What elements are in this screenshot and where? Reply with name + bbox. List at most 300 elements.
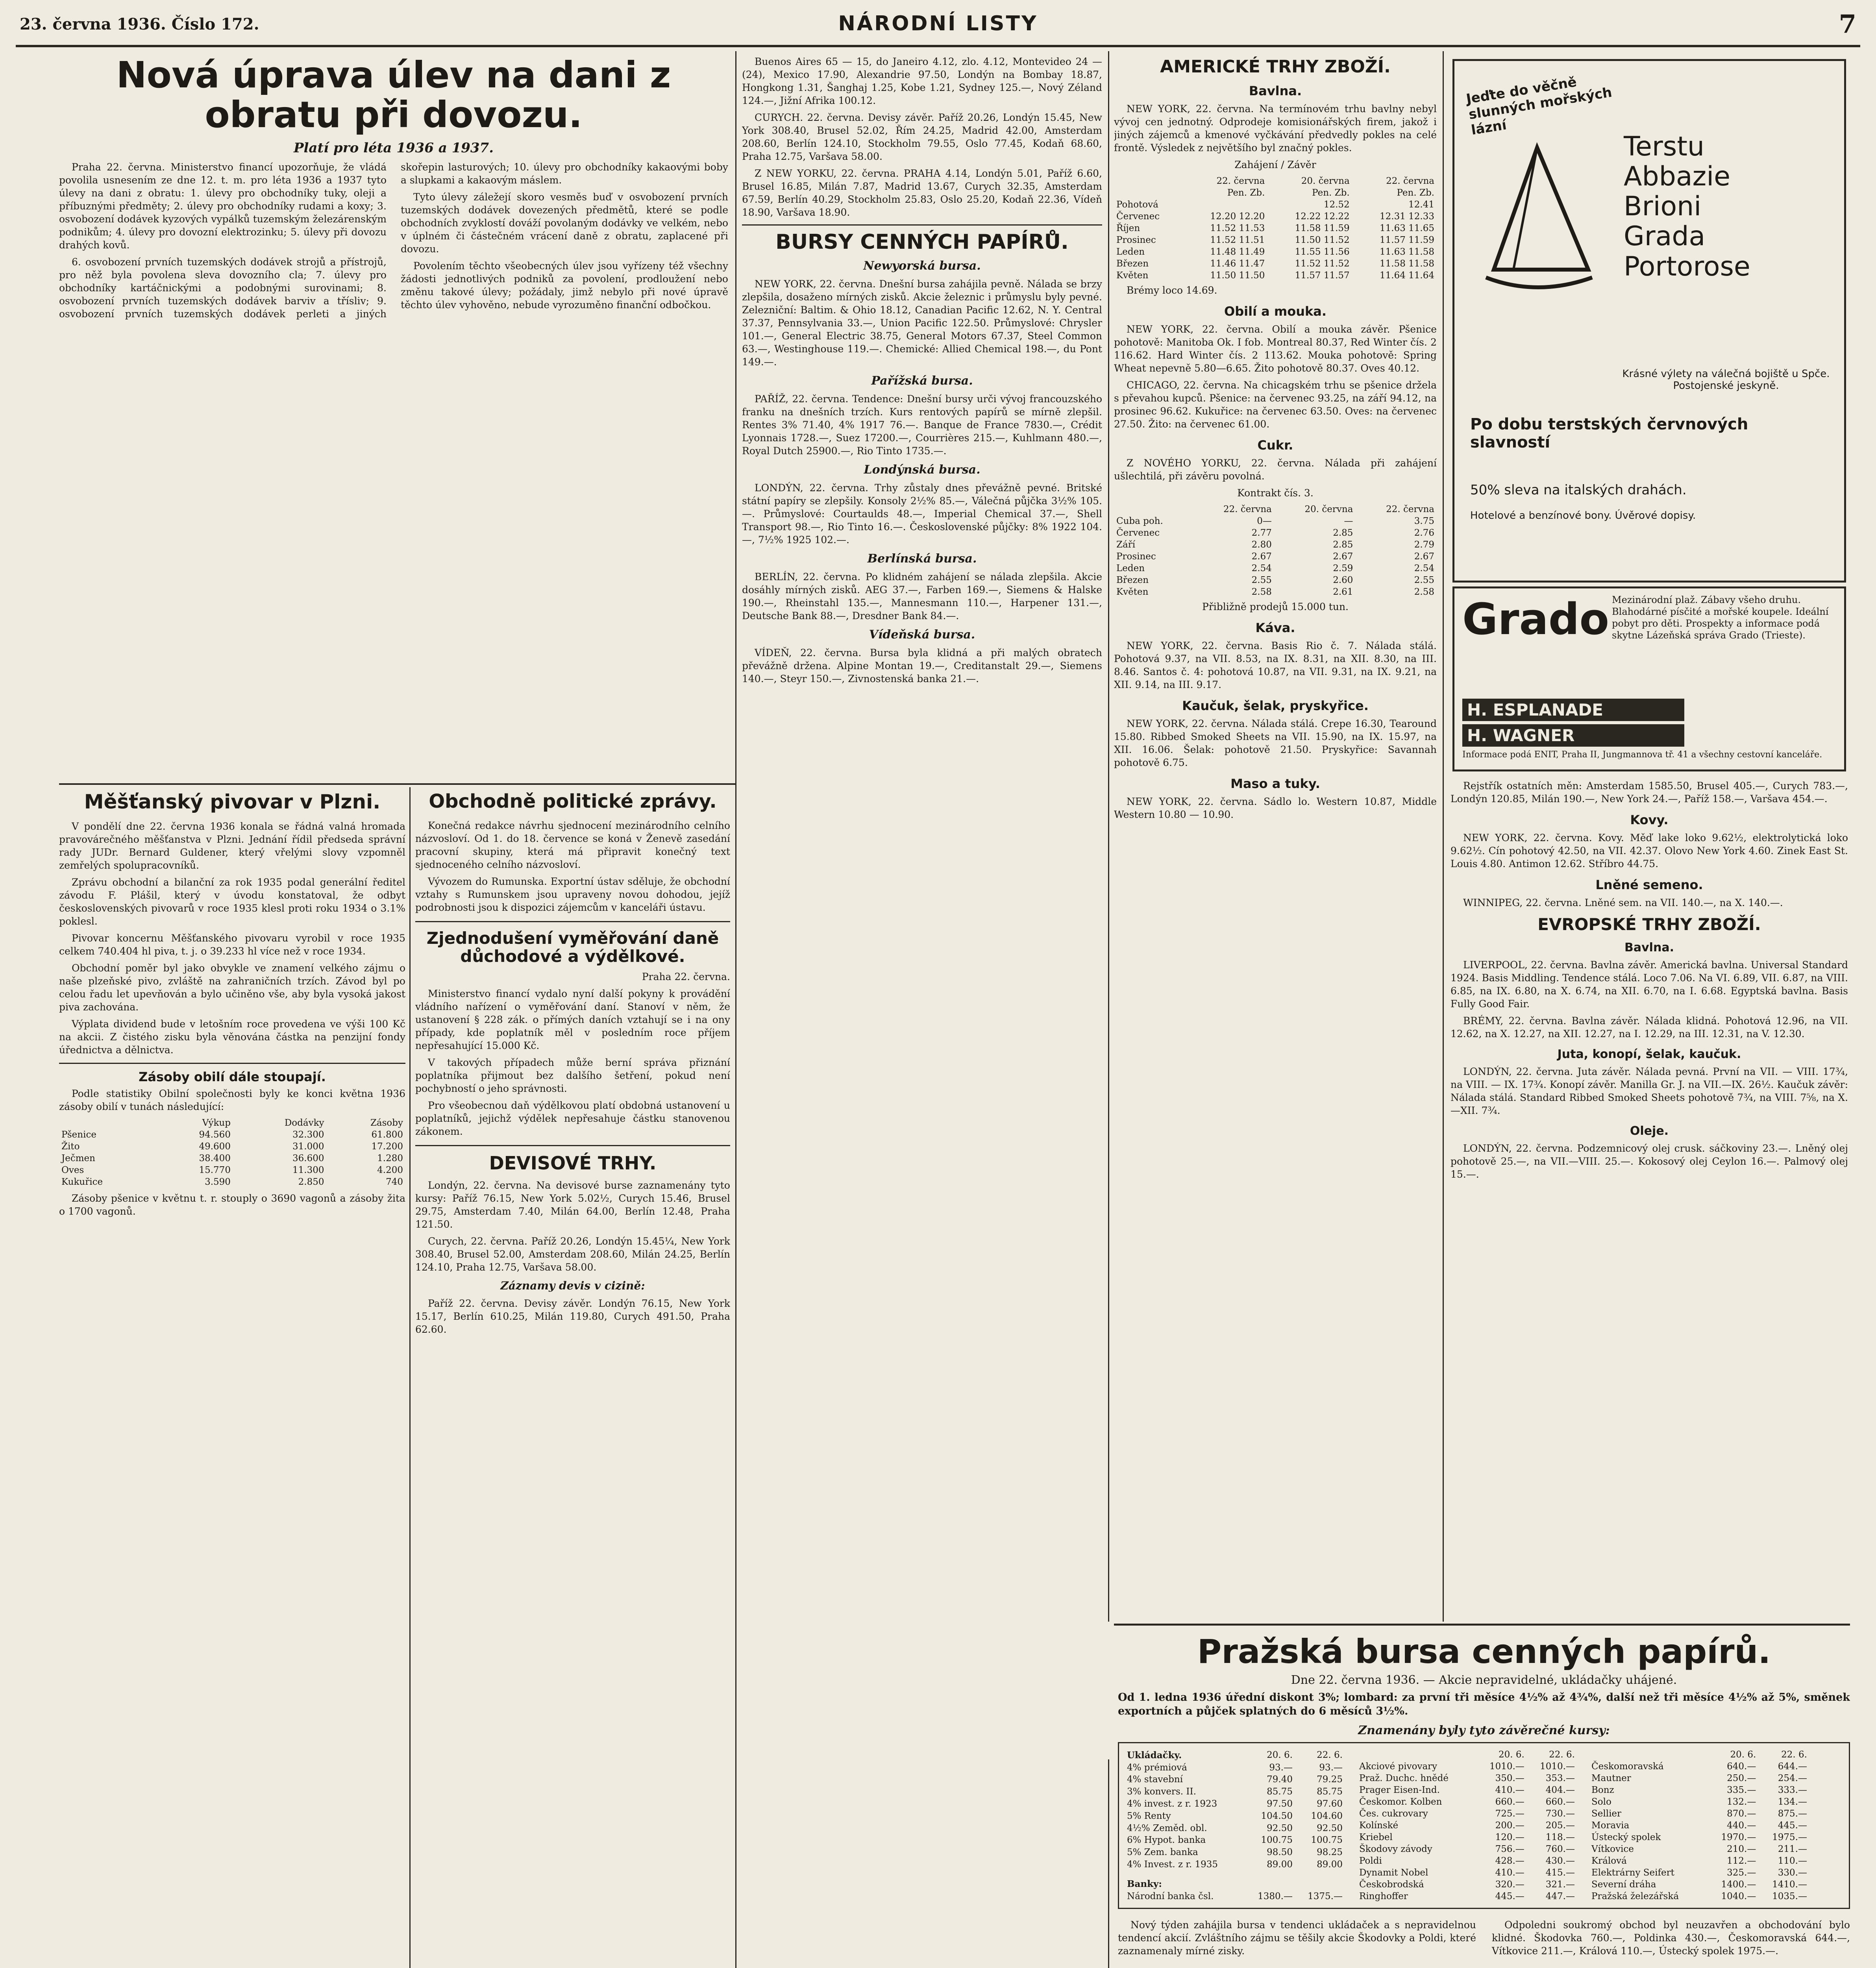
table-row [1114, 270, 1437, 281]
table-cell: 4½% Zeměd. obl. [1127, 1823, 1207, 1833]
table-cell: 330.— [1778, 1868, 1807, 1878]
table-cell: 79.25 [1317, 1774, 1343, 1785]
table-cell: Škodovy závody [1359, 1844, 1432, 1855]
table-cell: 11.52 11.51 [1210, 235, 1265, 246]
table-row [1589, 1808, 1809, 1820]
table-cell: 11.50 11.50 [1210, 270, 1265, 281]
table-cell: 4% stavební [1127, 1774, 1183, 1785]
table-row [1125, 1761, 1345, 1774]
europe-headline: EVROPSKÉ TRHY ZBOŽÍ. [1537, 915, 1761, 934]
grain-table [59, 1117, 405, 1188]
table-cell: 3.75 [1414, 516, 1434, 527]
table-cell: 38.400 [199, 1153, 231, 1164]
table-cell: Moravia [1591, 1820, 1630, 1831]
table-cell: Září [1116, 540, 1136, 550]
oils-head: Oleje. [1630, 1124, 1669, 1138]
table-cell: 134.— [1778, 1797, 1807, 1807]
tax-headline: Nová úprava úlev na dani z obratu při dovozu. [116, 55, 671, 136]
table-cell: Kukuřice [61, 1177, 103, 1187]
table-header [1114, 175, 1182, 187]
cotton-table [1114, 175, 1437, 281]
table-cell: 2.77 [1251, 528, 1272, 538]
table-cell: 320.— [1495, 1879, 1524, 1890]
table-row [1589, 1761, 1809, 1772]
table-cell: 415.— [1545, 1868, 1575, 1878]
grado-name: Grado [1462, 594, 1610, 644]
stocks-table [1357, 1749, 1577, 1902]
table-row [1125, 1858, 1345, 1870]
table-header: Ukládačky. [1127, 1750, 1182, 1761]
table-header: Banky: [1127, 1878, 1162, 1889]
grain-headline: Zásoby obilí dále stoupají. [139, 1069, 326, 1084]
sailboat-icon [1470, 140, 1604, 305]
table-row [1589, 1890, 1809, 1902]
prague-table-head: Znamenány byly tyto závěrečné kursy: [1358, 1724, 1610, 1738]
table-row [59, 1141, 405, 1152]
stocks-table [1589, 1749, 1809, 1902]
table-cell: 89.00 [1317, 1859, 1343, 1870]
table-cell: Mautner [1591, 1773, 1631, 1784]
table-cell: 31.000 [292, 1141, 324, 1152]
table-row [1357, 1890, 1577, 1902]
table-header: Dodávky [284, 1118, 324, 1128]
exchange-section-text: VÍDEŇ, 22. června. Bursa byla klidná a při malých obratech převážně držena. Alpine Montan 19.—, Creditanstalt 29.—, Siemens 140.—, Steyr 150.—, Zivnostenská banka 21.—. [742, 647, 1102, 685]
table-cell: 11.57 11.57 [1295, 270, 1350, 281]
meat-text: NEW YORK, 22. června. Sádlo lo. Western 10.87, Middle Western 10.80 — 10.90. [1114, 796, 1437, 821]
table-row [1114, 222, 1437, 234]
table-cell: Ústecký spolek [1591, 1832, 1661, 1843]
table-row [1114, 562, 1437, 574]
table-cell: 325.— [1727, 1868, 1756, 1878]
table-cell: 870.— [1727, 1809, 1756, 1819]
politics-headline: Obchodně politické zprávy. [429, 791, 717, 812]
table-cell: Českobrodská [1359, 1879, 1424, 1890]
table-cell: 11.63 11.58 [1380, 247, 1434, 257]
exchange-section-text: BERLÍN, 22. června. Po klidném zahájení se nálada zlepšila. Akcie dosáhly mírných zisků. AEG 37.—, Farben 169.—, Siemens & Halske 190.—, Rheinstahl 135.—, Mannesmann 110.—, Harpener 131.—, Deutsche Bank 88.—, Dresdner Bank 84.—. [742, 571, 1102, 622]
table-cell: 2.79 [1414, 540, 1434, 550]
table-cell: 93.— [1269, 1762, 1293, 1773]
currency-list: Paříž 22. června. Devisy závěr. Londýn 76.15, New York 15.17, Berlín 610.25, Milán 119.80, Curych 491.50, Praha 62.60. [415, 1297, 730, 1335]
table-cell: 250.— [1727, 1773, 1756, 1784]
table-cell: 205.— [1545, 1820, 1575, 1831]
table-cell: Solo [1591, 1797, 1611, 1807]
table-header-row [1357, 1749, 1577, 1761]
table-cell: 4% Invest. z r. 1935 [1127, 1859, 1218, 1870]
exchange-section-title: Vídeňská bursa. [869, 628, 975, 642]
table-cell: 132.— [1727, 1797, 1756, 1807]
table-cell: 440.— [1727, 1820, 1756, 1831]
table-cell: 660.— [1495, 1797, 1524, 1807]
table-cell: Poldi [1359, 1856, 1382, 1866]
table-cell: 12.22 12.22 [1295, 211, 1350, 222]
table-cell: 17.200 [371, 1141, 403, 1152]
table-row [1125, 1798, 1345, 1810]
grado-ad [1452, 586, 1846, 771]
table-cell: Praž. Duchc. hnědé [1359, 1773, 1449, 1784]
beer-paragraph: Výplata dividend bude v letošním roce provedena ve výši 100 Kč na akcii. Z čistého zisku byla věnována částka na penzijní fondy úřednictva a dělnictva. [59, 1018, 405, 1056]
contract-note: Zahájení / Závěr [1234, 159, 1316, 171]
table-cell: 1040.— [1721, 1891, 1756, 1902]
table-row [1125, 1810, 1345, 1822]
fees-paragraph: Pro všeobecnou daň výdělkovou platí obdobná ustanovení u poplatníků, jejichž výdělek nepřesahuje částku stanovenou zákonem. [415, 1100, 730, 1138]
table-cell: 0— [1257, 516, 1272, 527]
table-cell: Ječmen [61, 1153, 95, 1164]
sugar-text: Z NOVÉHO YORKU, 22. června. Nálada při zahájení ušlechtilá, při závěru povolná. [1114, 457, 1437, 482]
table-cell: 110.— [1778, 1856, 1807, 1866]
table-cell: 875.— [1778, 1809, 1807, 1819]
table-cell: 120.— [1495, 1832, 1524, 1843]
table-cell: Oves [61, 1165, 84, 1176]
table-cell: Květen [1116, 587, 1149, 597]
table-row [1357, 1820, 1577, 1831]
table-row [59, 1129, 405, 1141]
table-row [1114, 539, 1437, 551]
table-cell: 97.50 [1267, 1798, 1293, 1809]
table-header: 20. června [1301, 176, 1350, 187]
table-row [1114, 258, 1437, 270]
metals-head: Kovy. [1630, 812, 1669, 827]
bonds-table [1125, 1749, 1345, 1902]
prague-exchange [1118, 1630, 1850, 1968]
table-cell: 404.— [1545, 1785, 1575, 1796]
ad-discount: 50% sleva na italských drahách. [1470, 482, 1687, 498]
table-cell: Pražská železářská [1591, 1891, 1679, 1902]
exchange-section-title: Pařížská bursa. [871, 374, 973, 388]
table-cell: 321.— [1545, 1879, 1575, 1890]
table-cell: Elektrárny Seifert [1591, 1868, 1674, 1878]
table-cell: Dynamit Nobel [1359, 1868, 1428, 1878]
sugar-head: Cukr. [1257, 438, 1293, 453]
table-cell: Českomor. Kolben [1359, 1797, 1442, 1807]
table-cell: Kolínské [1359, 1820, 1399, 1831]
table-cell: 2.85 [1333, 540, 1353, 550]
table-cell: 98.50 [1267, 1847, 1293, 1858]
table-row [1357, 1761, 1577, 1772]
table-cell: 2.54 [1414, 563, 1434, 574]
table-cell: 11.64 11.64 [1380, 270, 1434, 281]
masthead-date: 23. června 1936. Číslo 172. [20, 15, 259, 33]
table-cell: 1975.— [1772, 1832, 1807, 1843]
table-row [1589, 1820, 1809, 1831]
table-cell: 11.58 11.58 [1380, 259, 1434, 269]
table-cell: 644.— [1778, 1761, 1807, 1772]
table-cell: 445.— [1495, 1891, 1524, 1902]
table-row [1357, 1831, 1577, 1843]
table-cell: 89.00 [1267, 1859, 1293, 1870]
masthead-rule [16, 45, 1860, 47]
resort-name: Grada [1624, 221, 1706, 252]
prague-dateline: Dne 22. června 1936. — Akcie nepravidelné, ukládačky uhájené. [1291, 1673, 1677, 1687]
section-rule [59, 783, 736, 785]
table-cell: 15.770 [199, 1165, 231, 1176]
coffee-text: NEW YORK, 22. června. Basis Rio č. 7. Nálada stálá. Pohotová 9.37, na VII. 8.53, na IX. 8.31, na XII. 8.30, na III. 8.46. Santos č. 4: pohotová 10.87, na VII. 9.31, na IX. 9.21, na XII. 9.14, na III. 9.17. [1114, 640, 1437, 691]
sugar-table [1114, 503, 1437, 598]
tax-article [59, 55, 728, 775]
politics-paragraph: Konečná redakce návrhu sjednocení mezinárodního celního názvosloví. Od 1. do 18. července se koná v Ženevě zasedání pracovní skupiny, která má připravit konečný text sjednoceného celního názvosloví. [415, 819, 730, 870]
table-row [1357, 1784, 1577, 1796]
table-cell: 2.60 [1333, 575, 1353, 586]
flour-head: Obilí a mouka. [1224, 304, 1327, 319]
table-cell: 3% konvers. II. [1127, 1787, 1196, 1797]
table-cell: 410.— [1495, 1785, 1524, 1796]
table-cell: 11.55 11.56 [1295, 247, 1350, 257]
table-cell: Prager Eisen-Ind. [1359, 1785, 1440, 1796]
table-cell: 445.— [1778, 1820, 1807, 1831]
exchange-section-title: Berlínská bursa. [867, 552, 977, 566]
table-cell: 11.300 [292, 1165, 324, 1176]
table-row [59, 1152, 405, 1164]
table-cell: 97.60 [1317, 1798, 1343, 1809]
table-header: Pen. Zb. [1397, 188, 1434, 198]
table-row [1114, 246, 1437, 258]
table-header: 22. června [1386, 176, 1434, 187]
table-cell: 118.— [1545, 1832, 1575, 1843]
table-header: 22. června [1223, 504, 1272, 515]
table-cell: Leden [1116, 247, 1145, 257]
resort-name: Abbazie [1624, 161, 1730, 192]
table-cell: 2.850 [298, 1177, 324, 1187]
table-header-row [1114, 175, 1437, 187]
table-cell: Českomoravská [1591, 1761, 1664, 1772]
table-cell [1182, 199, 1267, 211]
table-row [1114, 574, 1437, 586]
ad-tagline: Jeďte do věčně slunných mořských lázní [1465, 74, 1613, 139]
table-cell: 11.58 11.59 [1295, 223, 1350, 234]
table-cell: 32.300 [292, 1130, 324, 1140]
table-row [1125, 1822, 1345, 1834]
table-cell: 12.20 12.20 [1210, 211, 1265, 222]
table-cell: 2.76 [1414, 528, 1434, 538]
tax-paragraph: Tyto úlevy záležejí skoro vesměs buď v osvobození prvních tuzemských dodávek dovezených předmětů, které se podle obchodních zvyklostí dováží povolaným dodávky ve velkém, nebo v úplném či částečném vrácení daně z obratu, zaplacené při dovozu. [401, 191, 728, 255]
table-cell: 6% Hypot. banka [1127, 1835, 1206, 1846]
table-header: 20. 6. [1730, 1750, 1756, 1760]
table-cell: 1010.— [1540, 1761, 1575, 1772]
masthead-title: NÁRODNÍ LISTY [838, 12, 1038, 35]
table-row [1589, 1879, 1809, 1890]
table-cell: 4% prémiová [1127, 1762, 1187, 1773]
table-cell: 725.— [1495, 1809, 1524, 1819]
table-cell: Vítkovice [1591, 1844, 1634, 1855]
table-row [1357, 1772, 1577, 1784]
table-cell: Sellier [1591, 1809, 1622, 1819]
table-cell: Akciové pivovary [1359, 1761, 1438, 1772]
commodities-headline: AMERICKÉ TRHY ZBOŽÍ. [1160, 57, 1391, 77]
resort-ad [1452, 59, 1846, 583]
table-header-row [1589, 1749, 1809, 1761]
currency-list-head: Záznamy devis v cizině: [500, 1279, 645, 1292]
table-row [1589, 1843, 1809, 1855]
table-header: Pen. Zb. [1312, 188, 1350, 198]
cotton-head: Bavlna. [1249, 83, 1302, 99]
table-header [59, 1117, 156, 1129]
table-header: 20. června [1304, 504, 1353, 515]
table-cell: 2.67 [1251, 551, 1272, 562]
table-cell: 2.54 [1251, 563, 1272, 574]
table-row [1589, 1772, 1809, 1784]
table-cell: Březen [1116, 259, 1149, 269]
flour-text: NEW YORK, 22. června. Obilí a mouka závěr. Pšenice pohotově: Manitoba Ok. I fob. Montreal 80.37, Red Winter čís. 2 116.62. Hard Winter čís. 2 113.62. Mouka pohotově: Spring Wheat nepevně 5.80—6.65. Žito pohotově 80.37. Oves 40.12. [1114, 324, 1437, 374]
fees-paragraph: Ministerstvo financí vydalo nyní další pokyny k provádění vládního nařízení o vyměřování daní. Stanoví v něm, že ustanovení § 228 zák. o přímých daních vztahují se i na ony případy, kde poplatník měl v posledním roce příjem nepřesahující 15.000 Kč. [415, 988, 730, 1052]
table-header: 22. června [1386, 504, 1434, 515]
resort-note: Krásné výlety na válečná bojiště u Spče. Postojenské jeskyně. [1622, 368, 1830, 392]
tax-paragraph: 6. osvobození prvních tuzemských dodávek strojů a přístrojů, pro něž byla povolena sleva dovozního cla; 7. úlevy pro obchodníky kartáčnickými a podobnými surovinami; 8. osvobození prvních tuzemských dodávek barviv a třísliv; 9. osvobození prvních tuzemských dodávek perleti a jiných skořepin lasturových; 10. úlevy pro obchodníky kakaovými boby a slupkami a kakaovým máslem. [59, 161, 728, 320]
grain-outro: Zásoby pšenice v květnu t. r. stouply o 3690 vagonů a zásoby žita o 1700 vagonů. [59, 1193, 405, 1217]
table-cell: 11.52 11.53 [1210, 223, 1265, 234]
table-row [1357, 1867, 1577, 1879]
column-divider [409, 787, 411, 1968]
table-cell: 730.— [1545, 1809, 1575, 1819]
table-cell: Pšenice [61, 1130, 96, 1140]
table-header: 20. 6. [1267, 1750, 1293, 1761]
market-top-paragraph: Z NEW YORKU, 22. června. PRAHA 4.14, Londýn 5.01, Paříž 6.60, Brusel 16.85, Milán 7.87, Madrid 13.67, Curych 32.35, Amsterdam 67.59, Berlín 40.29, Stockholm 25.83, Oslo 25.20, Kodaň 22.36, Vídeň 18.90, Varšava 18.90. [742, 168, 1102, 218]
sugar-contract: Kontrakt čís. 3. [1237, 487, 1314, 499]
table-row [1589, 1796, 1809, 1808]
table-header-row [1114, 187, 1437, 199]
table-cell: 210.— [1727, 1844, 1756, 1855]
table-row [59, 1176, 405, 1188]
table-cell: 100.75 [1261, 1835, 1293, 1846]
table-cell: 94.560 [199, 1130, 231, 1140]
page-number: 7 [1839, 9, 1856, 39]
flour-text: CHICAGO, 22. června. Na chicagském trhu se pšenice držela s převahou kupců. Pšenice: na červenec 93.25, na září 94.12, na prosinec 96.62. Kukuřice: na červenec 63.50. Oves: na červenec 27.50. Žito: na červenec 61.00. [1114, 379, 1437, 430]
cotton-footer: Brémy loco 14.69. [1127, 285, 1217, 296]
table-cell: 1010.— [1489, 1761, 1524, 1772]
table-cell: Prosinec [1116, 235, 1156, 246]
currency-paragraph: Londýn, 22. června. Na devisové burse zaznamenány tyto kursy: Paříž 76.15, New York 5.02½, Curych 15.46, Brusel 29.75, Amsterdam 7.40, Milán 64.00, Berlín 12.48, Praha 121.50. [415, 1179, 730, 1230]
section-rule [1114, 1624, 1850, 1626]
table-header: 22. června [1216, 176, 1265, 187]
table-cell: Severní dráha [1591, 1879, 1656, 1890]
hotel-name: H. ESPLANADE [1462, 699, 1684, 721]
table-row [1114, 515, 1437, 527]
exchanges-column [742, 55, 1102, 1622]
table-cell: 428.— [1495, 1856, 1524, 1866]
table-header: Výkup [202, 1118, 231, 1128]
tax-paragraph: Povolením těchto všeobecných úlev jsou vyřízeny též všechny žádosti jednotlivých podniků za povolení, prodloužení nebo změnu takové úlevy; požádaly, jimž nebylo při nové úpravě těchto úlev vyhověno, nebude vyrozuměno finanční odbočkou. [401, 260, 728, 311]
table-header: 22. 6. [1317, 1750, 1343, 1761]
table-header: Zásoby [370, 1118, 403, 1128]
table-cell: 92.50 [1317, 1823, 1343, 1833]
table-cell: 254.— [1778, 1773, 1807, 1784]
rates-text: Rejstřík ostatních měn: Amsterdam 1585.50, Brusel 405.—, Curych 783.—, Londýn 120.85, Milán 190.—, New York 24.—, Paříž 158.—, Varšava 454.—. [1450, 780, 1848, 805]
table-cell: 335.— [1727, 1785, 1756, 1796]
table-cell: Březen [1116, 575, 1149, 586]
beer-paragraph: Obchodní poměr byl jako obvykle ve znamení velkého zájmu o naše plzeňské pivo, zvláště na zahraničních trzích. Závod byl po celou řadu let upevňován a bylo učiněno vše, aby byla vysoká jakost piva zachována. [59, 962, 405, 1013]
table-cell: 11.50 11.52 [1295, 235, 1350, 246]
table-row [1589, 1784, 1809, 1796]
table-cell: Bonz [1591, 1785, 1614, 1796]
table-cell: 100.75 [1311, 1835, 1343, 1846]
oils-text: LONDÝN, 22. června. Podzemnicový olej crusk. sáčkoviny 23.—. Lněný olej pohotově 25.—, na VII.—VIII. 25.—. Kokosový olej Ceylon 16.—. Palmový olej 15.—. [1450, 1143, 1848, 1180]
table-cell: 1400.— [1721, 1879, 1756, 1890]
table-header: Pen. Zb. [1227, 188, 1265, 198]
table-cell: 11.48 11.49 [1210, 247, 1265, 257]
beer-paragraph: V pondělí dne 22. června 1936 konala se řádná valná hromada pravovárečného měšťanstva v Plzni. Jednání řídil předseda správní rady JUDr. Bernard Guldener, který vřelými slovy vzpomněl zemřelých spolupracovníků. [59, 821, 405, 871]
table-cell: 447.— [1545, 1891, 1575, 1902]
grado-text: Mezinárodní plaž. Zábavy všeho druhu. Blahodárné písčité a mořské koupele. Ideální pobyt pro děti. Prospekty a informace podá skytne Lázeňská správa Grado (Trieste). [1612, 594, 1829, 641]
table-row [1125, 1774, 1345, 1786]
table-cell: Říjen [1116, 223, 1140, 234]
table-header-row [1125, 1749, 1345, 1761]
table-cell: 49.600 [199, 1141, 231, 1152]
table-row [1357, 1879, 1577, 1890]
table-cell: 2.59 [1333, 563, 1353, 574]
jute-head: Juta, konopí, šelak, kaučuk. [1557, 1047, 1741, 1062]
beer-headline: Měšťanský pivovar v Plzni. [84, 791, 381, 813]
table-cell: 36.600 [292, 1153, 324, 1164]
market-top-paragraph: CURYCH. 22. června. Devisy závěr. Paříž 20.26, Londýn 15.45, New York 308.40, Brusel 52.02, Řím 24.25, Madrid 42.00, Amsterdam 208.60, Berlín 124.10, Stockholm 79.55, Oslo 77.45, Kodaň 68.60, Praha 12.75, Varšava 58.00. [742, 112, 1102, 162]
politics-article [415, 791, 730, 1968]
table-cell: 2.80 [1251, 540, 1272, 550]
tax-paragraph: Praha 22. června. Ministerstvo financí upozorňuje, že vládá povolila usnesením ze dne 12. t. m. pro léta 1936 a 1937 tyto úlevy na dani z obratu: 1. úlevy pro obchodníky tuky, oleji a příbuznými předměty; 2. úlevy pro obchodníky rudami a koxy; 3. osvobození dodávek kyzových vypálků tuzemským železárenským podnikům; 4. úlevy pro dovozní elektrozinku; 5. úlevy při dovozu drahých kovů. [59, 161, 387, 251]
currency-paragraph: Curych, 22. června. Paříž 20.26, Londýn 15.45¼, New York 308.40, Brusel 52.00, Amsterdam 208.60, Milán 24.25, Berlín 124.10, Praha 12.75, Varšava 58.00. [415, 1235, 730, 1273]
fees-headline: Zjednodušení vyměřování daně důchodové a výdělkové. [426, 928, 719, 966]
table-cell: Králová [1591, 1856, 1627, 1866]
hotel-name: H. WAGNER [1462, 724, 1684, 747]
table-row [1357, 1855, 1577, 1867]
table-cell: 333.— [1778, 1785, 1807, 1796]
coffee-head: Káva. [1255, 620, 1295, 636]
table-cell: 1970.— [1721, 1832, 1756, 1843]
table-header: 20. 6. [1498, 1750, 1524, 1760]
table-cell: 104.60 [1311, 1811, 1343, 1821]
table-cell: 1380.— [1258, 1891, 1293, 1901]
prague-headline: Pražská bursa cenných papírů. [1197, 1632, 1771, 1671]
exchange-section-title: Newyorská bursa. [863, 259, 981, 273]
table-cell: Národní banka čsl. [1127, 1891, 1214, 1901]
table-cell: 11.57 11.59 [1380, 235, 1434, 246]
market-top-paragraph: Buenos Aires 65 — 15, do Janeiro 4.12, zlo. 4.12, Montevideo 24 — (24), Mexico 17.90, Alexandrie 97.50, Londýn na Bombay 18.87, Hongkong 1.31, Šanghaj 1.25, Kobe 1.21, Sydney 125.—, Nový Zéland 124.—, Jižní Afrika 100.12. [742, 56, 1102, 106]
table-row [1125, 1834, 1345, 1846]
table-cell: Kriebel [1359, 1832, 1393, 1843]
table-header-row [1114, 503, 1437, 515]
table-row [1589, 1831, 1809, 1843]
tax-subhead: Platí pro léta 1936 a 1937. [293, 140, 494, 156]
table-cell: 2.55 [1251, 575, 1272, 586]
rubber-text: NEW YORK, 22. června. Nálada stálá. Crepe 16.30, Tearound 15.80. Ribbed Smoked Sheets na VII. 15.90, na IX. 15.97, na XII. 16.06. Šelak: pohotově 21.50. Pryskyřice: Savannah pohotově 6.75. [1114, 718, 1437, 769]
meat-head: Maso a tuky. [1230, 776, 1320, 792]
beer-article [59, 791, 405, 1925]
table-cell: 1375.— [1308, 1891, 1343, 1901]
flax-text: WINNIPEG, 22. června. Lněné sem. na VII. 140.—, na X. 140.—. [1463, 897, 1783, 908]
table-cell: 4% invest. z r. 1923 [1127, 1798, 1217, 1809]
exchange-section-text: LONDÝN, 22. června. Trhy zůstaly dnes převážně pevné. Britské státní papíry se zlepšily. Konsoly 2½% 85.—, Válečná půjčka 3½% 105.—. Průmyslové: Courtaulds 48.—, Imperial Chemical 37.—, Shell Transport 98.—, Rio Tinto 16.—. Československé půjčky: 8% 1922 104.—, 7½% 1925 102.—. [742, 482, 1102, 546]
prague-notice: Od 1. ledna 1936 úřední diskont 3%; lombard: za první tři měsíce 4½% až 4¾%, další než tři měsíce 4½% až 5%, směnek exportních a půjček splatných do 6 měsíců 3½%. [1118, 1691, 1850, 1718]
metals-text: NEW YORK, 22. června. Kovy. Měď lake loko 9.62½, elektrolytická loko 9.62½. Cín pohotový 42.50, na VII. 42.37. Olovo New York 4.60. Zinek East St. Louis 4.80. Antimon 12.62. Stříbro 44.75. [1450, 832, 1848, 869]
resort-name: Terstu [1624, 131, 1704, 162]
table-header-row [1125, 1870, 1345, 1890]
table-header [1114, 503, 1193, 515]
column-divider [735, 51, 736, 1968]
currency-headline: DEVISOVÉ TRHY. [489, 1152, 657, 1174]
table-cell: 93.— [1319, 1762, 1343, 1773]
commodities-column [1114, 55, 1437, 1622]
table-cell: 12.31 12.33 [1380, 211, 1434, 222]
table-cell: Ringhoffer [1359, 1891, 1408, 1902]
beer-paragraph: Pivovar koncernu Měšťanského pivovaru vyrobil v roce 1935 celkem 740.404 hl piva, t. j. o 39.233 hl více než v roce 1934. [59, 932, 405, 957]
table-cell: 85.75 [1267, 1787, 1293, 1797]
exchange-section-text: NEW YORK, 22. června. Dnešní bursa zahájila pevně. Nálada se brzy zlepšila, dosaženo mírných zisků. Akcie železnic i průmyslu byly pevné. Zelezniční: Baltim. & Ohio 18.12, Canadian Pacific 12.62, N. Y. Central 37.37, Pennsylvania 33.—, Union Pacific 122.50. Průmyslové: Chrysler 101.—, General Electric 38.75, General Motors 67.37, Steel Common 63.—, Westinghouse 119.—. Chemické: Allied Chemical 198.—, du Pont 149.—. [742, 278, 1102, 368]
table-cell: 92.50 [1267, 1823, 1293, 1833]
table-cell: 660.— [1545, 1797, 1575, 1807]
fees-paragraph: V takových případech může berní správa přiznání poplatníka přijmout bez dalšího šetření, pokud není pochybností o jeho správnosti. [415, 1057, 730, 1095]
table-cell: 740 [386, 1177, 403, 1187]
hotels-note: Informace podá ENIT, Praha II, Jungmannova tř. 41 a všechny cestovní kanceláře. [1462, 750, 1822, 760]
table-cell: Pohotová [1116, 200, 1158, 210]
fees-dateline: Praha 22. června. [642, 971, 730, 983]
table-cell: 2.61 [1333, 587, 1353, 597]
table-cell: 12.41 [1408, 200, 1434, 210]
